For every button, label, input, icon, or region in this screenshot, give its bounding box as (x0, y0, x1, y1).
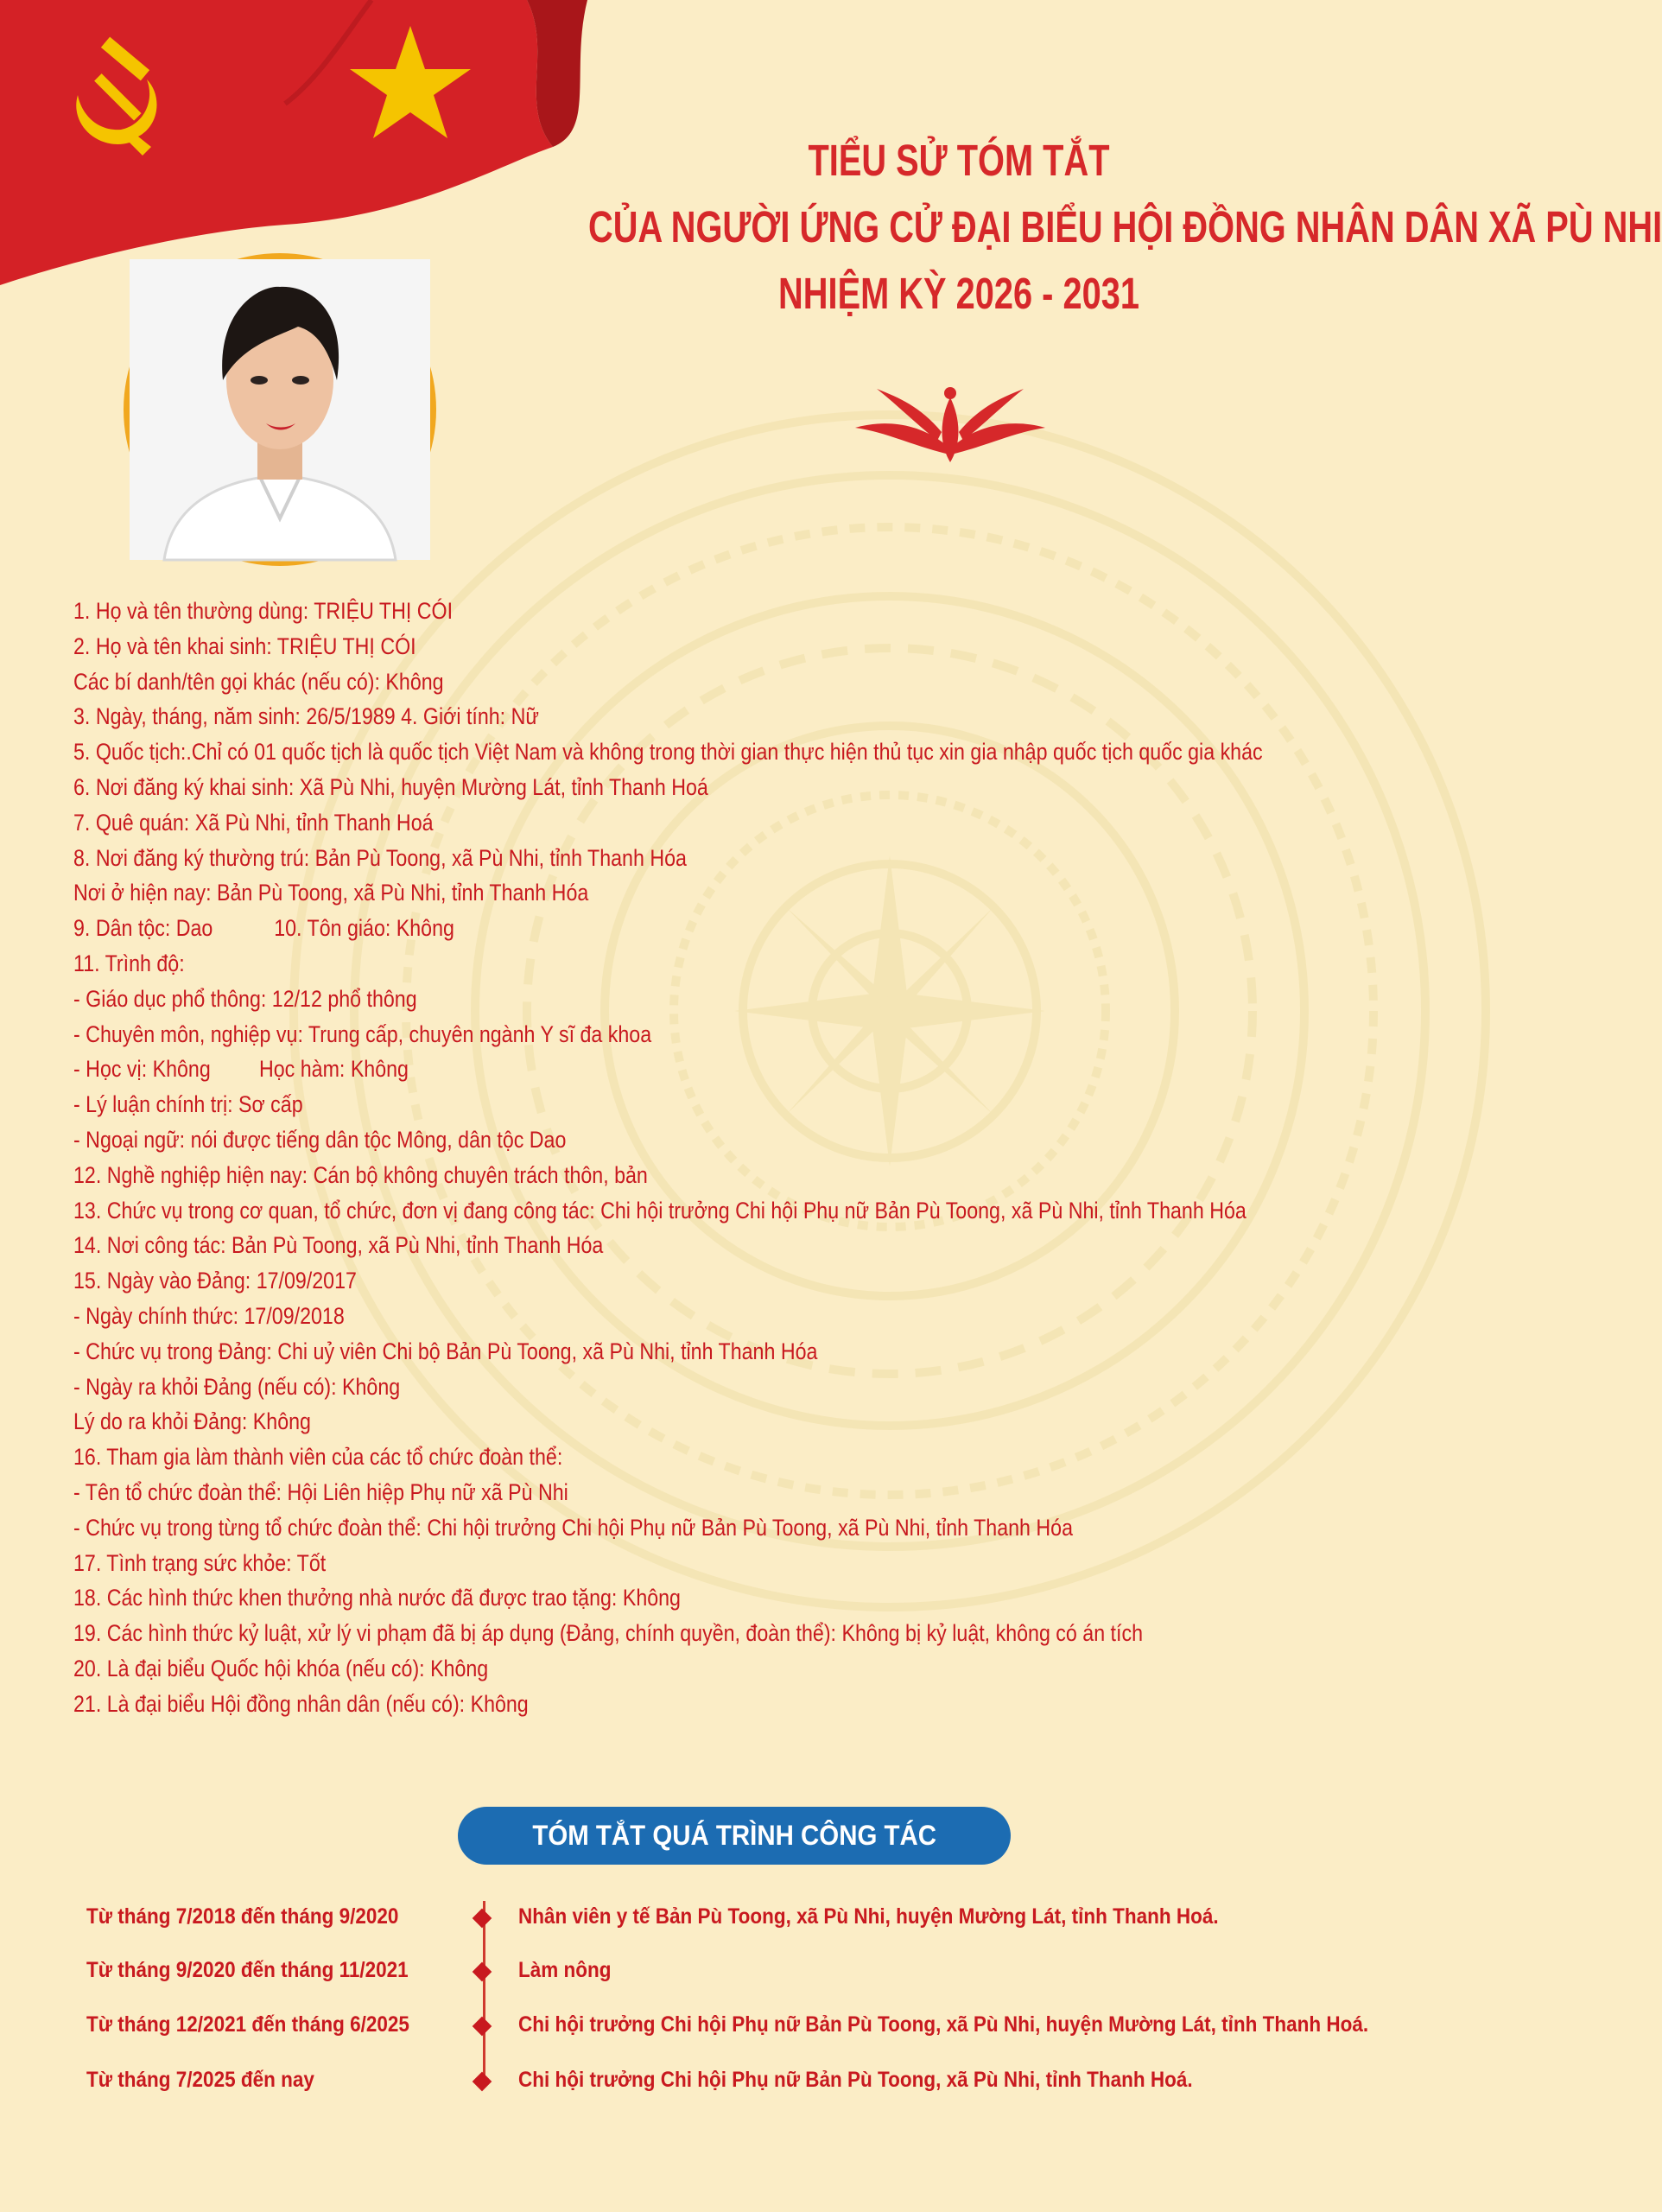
work-history-heading-label: TÓM TẮT QUÁ TRÌNH CÔNG TÁC (532, 1820, 936, 1851)
work-history-heading (458, 1807, 1011, 1865)
timeline-marker-icon (473, 1962, 492, 1982)
bio-item: - Chức vụ trong từng tổ chức đoàn thể: Chi hội trưởng Chi hội Phụ nữ Bản Pù Toong, xã Pù Nhi, tỉnh Thanh Hóa (73, 1514, 1074, 1541)
bio-item: 14. Nơi công tác: Bản Pù Toong, xã Pù Nhi, tỉnh Thanh Hóa (73, 1232, 604, 1259)
timeline-row (0, 1958, 1475, 1993)
bio-item: 21. Là đại biểu Hội đồng nhân dân (nếu có): Không (73, 1690, 529, 1717)
bio-item: - Chức vụ trong Đảng: Chi uỷ viên Chi bộ Bản Pù Toong, xã Pù Nhi, tỉnh Thanh Hóa (73, 1338, 818, 1364)
bio-item: Nơi ở hiện nay: Bản Pù Toong, xã Pù Nhi, tỉnh Thanh Hóa (73, 880, 589, 906)
bio-item: - Ngày ra khỏi Đảng (nếu có): Không (73, 1373, 401, 1400)
ethnicity: 9. Dân tộc: Dao (73, 915, 213, 942)
bio-item: - Chuyên môn, nghiệp vụ: Trung cấp, chuyên ngành Y sĩ đa khoa (73, 1020, 652, 1047)
bio-item: - Ngoại ngữ: nói được tiếng dân tộc Mông, dân tộc Dao (73, 1126, 567, 1153)
bio-item: 18. Các hình thức khen thưởng nhà nước đã được trao tặng: Không (73, 1585, 681, 1611)
bio-item (73, 1052, 1262, 1087)
bio-item: - Lý luận chính trị: Sơ cấp (73, 1091, 303, 1118)
bio-item: 2. Họ và tên khai sinh: TRIỆU THỊ CÓI (73, 632, 416, 659)
timeline-row (0, 2068, 1475, 2102)
timeline-period: Từ tháng 7/2025 đến nay (86, 2068, 314, 2092)
candidate-photo (130, 259, 430, 560)
bio-item (73, 911, 1262, 946)
bio-item: 17. Tình trạng sức khỏe: Tốt (73, 1549, 327, 1576)
bio-item: - Ngày chính thức: 17/09/2018 (73, 1302, 345, 1329)
bio-item: 15. Ngày vào Đảng: 17/09/2017 (73, 1268, 357, 1294)
academic-title: Học hàm: Không (259, 1056, 409, 1083)
timeline-row (0, 2012, 1475, 2047)
religion: 10. Tôn giáo: Không (274, 915, 454, 942)
bio-item: - Tên tổ chức đoàn thể: Hội Liên hiệp Phụ nữ xã Pù Nhi (73, 1478, 568, 1505)
lotus-ornament-icon (851, 380, 1050, 467)
bio-item: 3. Ngày, tháng, năm sinh: 26/5/1989 4. Giới tính: Nữ (73, 703, 539, 730)
title-block (484, 136, 1662, 338)
timeline-period: Từ tháng 9/2020 đến tháng 11/2021 (86, 1958, 409, 1982)
bio-item: 16. Tham gia làm thành viên của các tổ chức đoàn thể: (73, 1444, 563, 1471)
bio-item: 20. Là đại biểu Quốc hội khóa (nếu có): Không (73, 1655, 489, 1681)
timeline-period: Từ tháng 12/2021 đến tháng 6/2025 (86, 2012, 409, 2037)
timeline-period: Từ tháng 7/2018 đến tháng 9/2020 (86, 1904, 399, 1929)
timeline-desc: Chi hội trưởng Chi hội Phụ nữ Bản Pù Toong, xã Pù Nhi, tỉnh Thanh Hoá. (518, 2068, 1193, 2092)
bio-item: 1. Họ và tên thường dùng: TRIỆU THỊ CÓI (73, 598, 454, 624)
timeline-marker-icon (473, 1909, 492, 1929)
timeline-marker-icon (473, 2072, 492, 2092)
page-subtitle: CỦA NGƯỜI ỨNG CỬ ĐẠI BIỂU HỘI ĐỒNG NHÂN DÂN XÃ PÙ NHI (588, 202, 1662, 251)
timeline-desc: Nhân viên y tế Bản Pù Toong, xã Pù Nhi, huyện Mường Lát, tỉnh Thanh Hoá. (518, 1904, 1219, 1929)
bio-item: 12. Nghề nghiệp hiện nay: Cán bộ không chuyên trách thôn, bản (73, 1161, 648, 1188)
bio-item: Các bí danh/tên gọi khác (nếu có): Không (73, 668, 444, 695)
timeline-desc: Chi hội trưởng Chi hội Phụ nữ Bản Pù Toong, xã Pù Nhi, huyện Mường Lát, tỉnh Thanh Hoá. (518, 2012, 1369, 2037)
bio-item: Lý do ra khỏi Đảng: Không (73, 1408, 311, 1435)
timeline-marker-icon (473, 2017, 492, 2037)
bio-item: 13. Chức vụ trong cơ quan, tổ chức, đơn vị đang công tác: Chi hội trưởng Chi hội Phụ nữ Bản Pù Toong, xã Pù Nhi, tỉnh Thanh Hóa (73, 1197, 1246, 1224)
biography-list (73, 594, 1456, 1722)
bio-item: 19. Các hình thức kỷ luật, xử lý vi phạm đã bị áp dụng (Đảng, chính quyền, đoàn thể): Không bị kỷ luật, không có án tích (73, 1620, 1143, 1647)
term-label: NHIỆM KỲ 2026 - 2031 (778, 269, 1139, 318)
bio-item: 6. Nơi đăng ký khai sinh: Xã Pù Nhi, huyện Mường Lát, tỉnh Thanh Hoá (73, 773, 708, 800)
bio-item: 5. Quốc tịch:.Chỉ có 01 quốc tịch là quốc tịch Việt Nam và không trong thời gian thực hiện thủ tục xin gia nhập quốc tịch quốc gia khác (73, 739, 1263, 766)
bio-item: - Giáo dục phổ thông: 12/12 phổ thông (73, 985, 417, 1012)
page-title: TIỂU SỬ TÓM TẮT (808, 136, 1110, 185)
bio-item: 8. Nơi đăng ký thường trú: Bản Pù Toong, xã Pù Nhi, tỉnh Thanh Hóa (73, 844, 687, 871)
degree: - Học vị: Không (73, 1056, 211, 1083)
portrait-frame (124, 253, 436, 566)
work-timeline (0, 1875, 1475, 2100)
timeline-row (0, 1904, 1475, 1939)
timeline-desc: Làm nông (518, 1958, 612, 1982)
bio-item: 7. Quê quán: Xã Pù Nhi, tỉnh Thanh Hoá (73, 809, 434, 836)
bio-item: 11. Trình độ: (73, 950, 185, 976)
